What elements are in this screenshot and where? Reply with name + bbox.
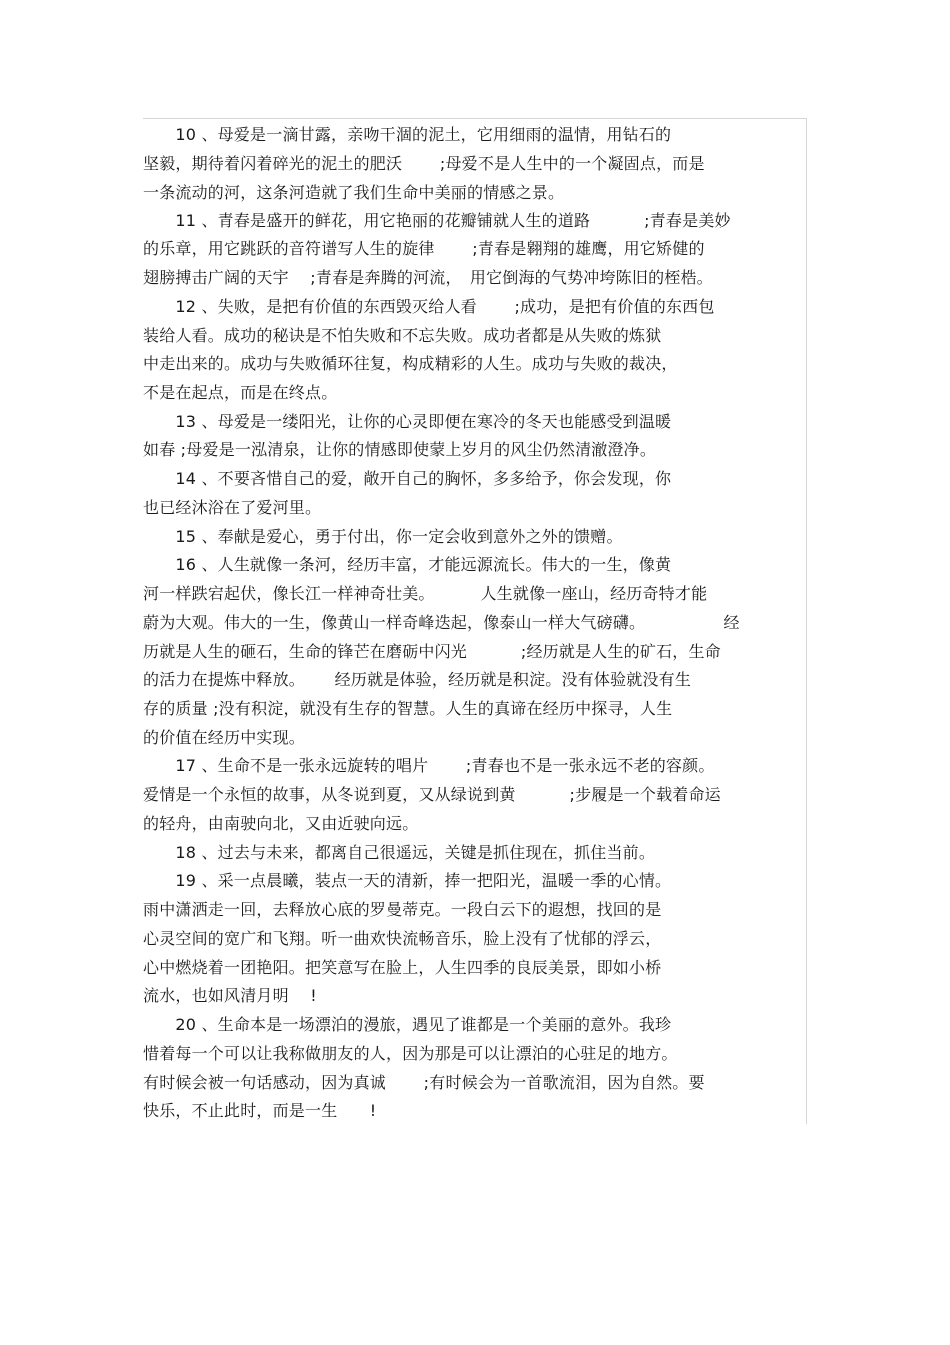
text-line: 蔚为大观。伟大的一生，像黄山一样奇峰迭起，像泰山一样大气磅礴。 经 [143, 613, 740, 632]
text-line: 11 、青春是盛开的鲜花，用它艳丽的花瓣铺就人生的道路 ;青春是美妙 [143, 211, 731, 230]
text-line: 10 、母爱是一滴甘露，亲吻干涸的泥土，它用细雨的温情，用钻石的 [143, 125, 672, 144]
text-line: 流水，也如风清月明 ! [143, 986, 317, 1005]
text-line: 18 、过去与未来，都离自己很遥远，关键是抓住现在，抓住当前。 [143, 843, 656, 862]
text-line: 心灵空间的宽广和飞翔。听一曲欢快流畅音乐，脸上没有了忧郁的浮云， [143, 929, 662, 948]
text-line: 14 、不要吝惜自己的爱，敞开自己的胸怀，多多给予，你会发现，你 [143, 469, 672, 488]
text-line: 历就是人生的砸石，生命的锋芒在磨砺中闪光 ;经历就是人生的矿石，生命 [143, 642, 721, 661]
text-line: 爱情是一个永恒的故事，从冬说到夏，又从绿说到黄 ;步履是一个载着命运 [143, 785, 721, 804]
text-line: 16 、人生就像一条河，经历丰富，才能远源流长。伟大的一生，像黄 [143, 555, 672, 574]
text-line: 装给人看。成功的秘诀是不怕失败和不忘失败。成功者都是从失败的炼狱 [143, 326, 662, 345]
text-line: 的价值在经历中实现。 [143, 728, 306, 747]
text-line: 15 、奉献是爱心，勇于付出，你一定会收到意外之外的馈赠。 [143, 527, 623, 546]
text-line: 如春 ;母爱是一泓清泉，让你的情感即使蒙上岁月的风尘仍然清澈澄净。 [143, 440, 657, 459]
text-line: 一条流动的河，这条河造就了我们生命中美丽的情感之景。 [143, 183, 565, 202]
text-line: 19 、采一点晨曦，装点一天的清新，捧一把阳光，温暖一季的心情。 [143, 871, 672, 890]
text-line: 中走出来的。成功与失败循环往复，构成精彩的人生。成功与失败的裁决， [143, 354, 678, 373]
text-line: 不是在起点，而是在终点。 [143, 383, 338, 402]
text-line: 的乐章，用它跳跃的音符谱写人生的旋律 ;青春是翱翔的雄鹰，用它矫健的 [143, 239, 705, 258]
text-line: 翅膀搏击广阔的天宇 ;青春是奔腾的河流， 用它倒海的气势冲垮陈旧的桎梏。 [143, 268, 713, 287]
text-line: 也已经沐浴在了爱河里。 [143, 498, 322, 517]
text-line: 有时候会被一句话感动，因为真诚 ;有时候会为一首歌流泪，因为自然。要 [143, 1073, 705, 1092]
text-line: 的活力在提炼中释放。 经历就是体验，经历就是积淀。没有体验就没有生 [143, 670, 692, 689]
text-line: 坚毅，期待着闪着碎光的泥土的肥沃 ;母爱不是人生中的一个凝固点，而是 [143, 154, 705, 173]
text-line: 惜着每一个可以让我称做朋友的人，因为那是可以让漂泊的心驻足的地方。 [143, 1044, 678, 1063]
text-line: 河一样跌宕起伏，像长江一样神奇壮美。 人生就像一座山，经历奇特才能 [143, 584, 708, 603]
text-line: 雨中潇洒走一回，去释放心底的罗曼蒂克。一段白云下的遐想，找回的是 [143, 900, 662, 919]
text-line: 17 、生命不是一张永远旋转的唱片 ;青春也不是一张永远不老的容颜。 [143, 756, 715, 775]
text-line: 13 、母爱是一缕阳光，让你的心灵即便在寒冷的冬天也能感受到温暖 [143, 412, 672, 431]
text-line: 的轻舟，由南驶向北，又由近驶向远。 [143, 814, 419, 833]
text-line: 12 、失败，是把有价值的东西毁灭给人看 ;成功，是把有价值的东西包 [143, 297, 715, 316]
text-line: 快乐，不止此时，而是一生 ! [143, 1101, 377, 1120]
text-line: 心中燃烧着一团艳阳。把笑意写在脸上，人生四季的良辰美景，即如小桥 [143, 958, 662, 977]
text-line: 存的质量 ;没有积淀，就没有生存的智慧。人生的真谛在经历中探寻，人生 [143, 699, 673, 718]
text-line: 20 、生命本是一场漂泊的漫旅，遇见了谁都是一个美丽的意外。我珍 [143, 1015, 672, 1034]
